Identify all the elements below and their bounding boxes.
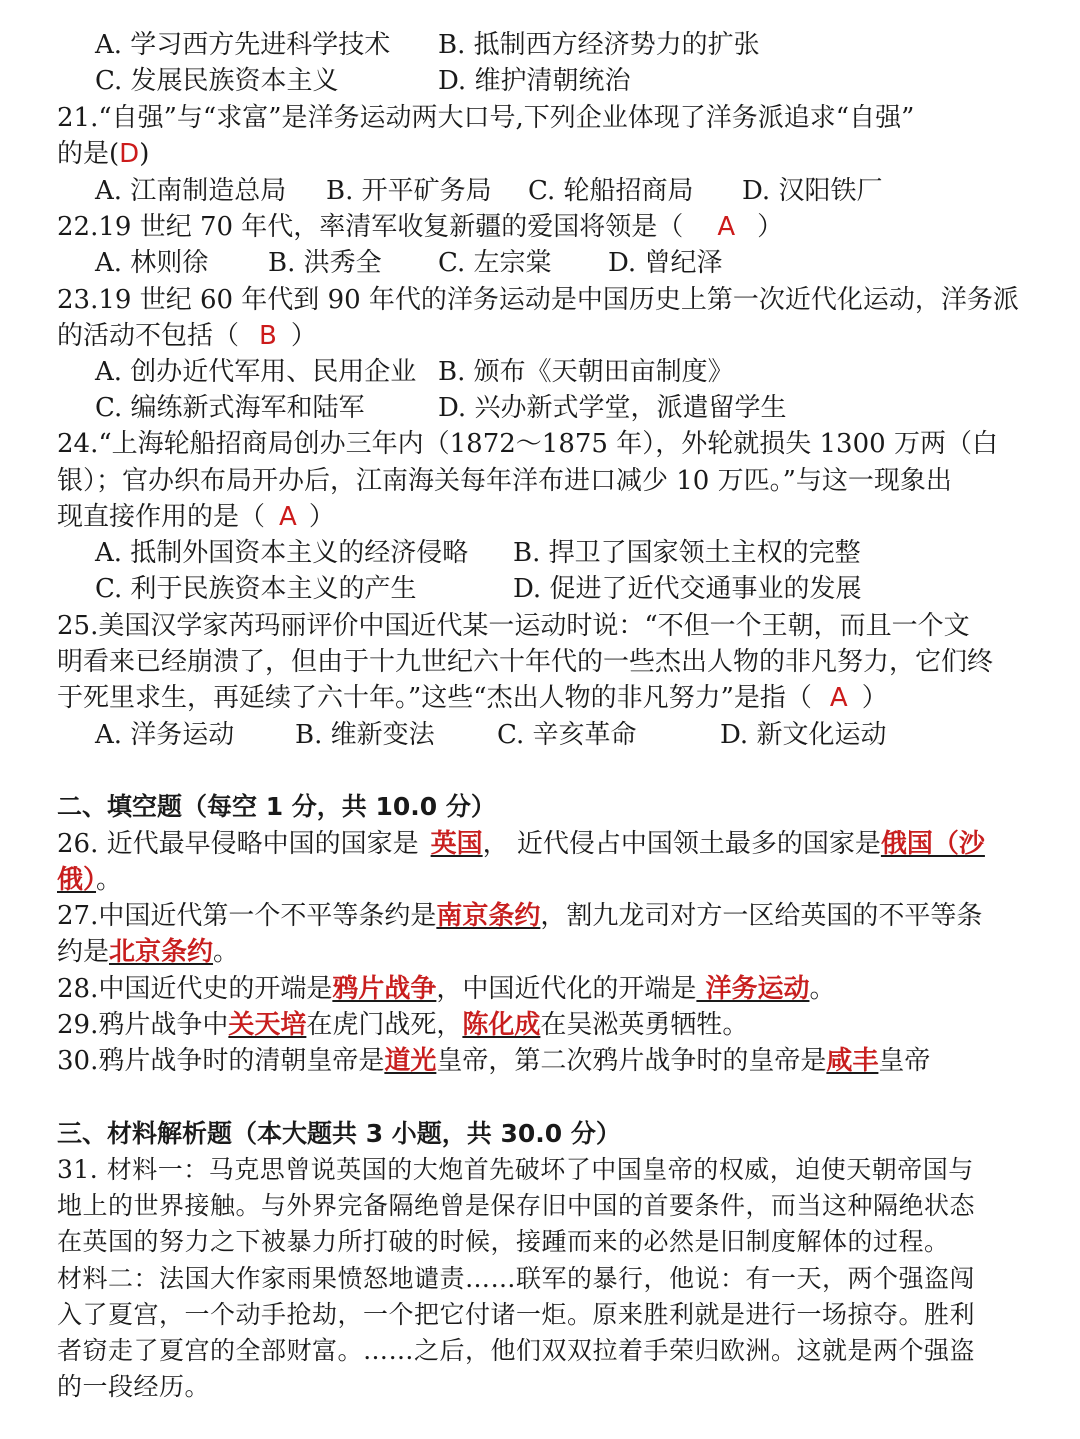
q22-option-b: B. 洪秀全 [268,248,382,278]
q23-stem-line1: 23.19 世纪 60 年代到 90 年代的洋务运动是中国历史上第一次近代化运动，洋务派 [57,285,1019,315]
q25-option-b: B. 维新变法 [295,720,435,750]
q25-stem-line1: 25.美国汉学家芮玛丽评价中国近代某一运动时说：“不但一个王朝，而且一个文 [57,611,970,641]
q24-option-b: B. 捍卫了国家领土主权的完整 [513,538,861,568]
q20-option-c: C. 发展民族资本主义 [95,66,339,96]
q22-option-c: C. 左宗棠 [438,248,552,278]
q23-option-a: A. 创办近代军用、民用企业 [95,357,417,387]
q24-option-a: A. 抵制外国资本主义的经济侵略 [95,538,469,568]
q22-stem-line1: 22.19 世纪 70 年代，率清军收复新疆的爱国将领是（ A ） [57,212,784,242]
q28-fill-2: 洋务运动 [696,974,810,1004]
q26-line1: 26. 近代最早侵略中国的国家是 英国， 近代侵占中国领土最多的国家是俄国（沙 [57,829,985,859]
q23-option-b: B. 颁布《天朝田亩制度》 [438,357,734,387]
q25-option-a: A. 洋务运动 [95,720,235,750]
q29-fill-2: 陈化成 [462,1010,541,1040]
q30-fill-2: 咸丰 [826,1046,879,1076]
q21-stem-line2: 的是(D) [57,139,150,169]
q23-option-d: D. 兴办新式学堂，派遣留学生 [438,393,787,423]
q28-fill-1: 鸦片战争 [332,974,437,1004]
q29-fill-1: 关天培 [228,1010,307,1040]
q23-stem-line2: 的活动不包括（ B ） [57,321,317,351]
q23-option-c: C. 编练新式海军和陆军 [95,393,365,423]
q21-option-d: D. 汉阳铁厂 [742,176,883,206]
q27-fill-1: 南京条约 [436,901,541,931]
q23-answer: B [259,321,277,351]
q22-option-d: D. 曾纪泽 [608,248,723,278]
q24-option-c: C. 利于民族资本主义的产生 [95,574,417,604]
q31-material-line7: 的一段经历。 [57,1372,211,1401]
q25-answer: A [829,683,848,713]
section3-heading: 三、材料解析题（本大题共 3 小题，共 30.0 分） [57,1119,621,1148]
q24-option-d: D. 促进了近代交通事业的发展 [513,574,862,604]
q31-material-line4: 材料二：法国大作家雨果愤怒地谴责……联军的暴行，他说：有一天，两个强盗闯 [57,1264,976,1293]
q21-option-a: A. 江南制造总局 [95,176,287,206]
section2-heading: 二、填空题（每空 1 分，共 10.0 分） [57,792,496,821]
q24-stem-line2: 银）；官办织布局开办后，江南海关每年洋布进口减少 10 万匹。”与这一现象出 [57,466,952,496]
q20-option-d: D. 维护清朝统治 [438,66,631,96]
q25-stem-line3: 于死里求生，再延续了六十年。”这些“杰出人物的非凡努力”是指（ A ） [57,683,888,713]
q28-line: 28.中国近代史的开端是鸦片战争，中国近代化的开端是 洋务运动。 [57,974,836,1004]
q27-line1: 27.中国近代第一个不平等条约是南京条约，割九龙司对方一区给英国的不平等条 [57,901,983,931]
q25-option-d: D. 新文化运动 [720,720,887,750]
q31-material-line3: 在英国的努力之下被暴力所打破的时候，接踵而来的必然是旧制度解体的过程。 [57,1227,950,1256]
q26-line2: 俄）。 [57,865,123,895]
q30-fill-1: 道光 [384,1046,437,1076]
q25-stem-line2: 明看来已经崩溃了，但由于十九世纪六十年代的一些杰出人物的非凡努力，它们终 [57,647,994,677]
q21-option-b: B. 开平矿务局 [326,176,492,206]
q26-fill-1: 英国 [430,829,483,859]
q27-line2: 约是北京条约。 [57,937,240,967]
q27-fill-2: 北京条约 [109,937,214,967]
q31-material-line1: 31. 材料一：马克思曾说英国的大炮首先破坏了中国皇帝的权威，迫使天朝帝国与 [57,1155,974,1184]
q25-option-c: C. 辛亥革命 [497,720,637,750]
q22-option-a: A. 林则徐 [95,248,209,278]
q31-material-line6: 者窃走了夏宫的全部财富。……之后，他们双双拉着手荣归欧洲。这就是两个强盗 [57,1336,976,1365]
q20-option-b: B. 抵制西方经济势力的扩张 [438,30,760,60]
q21-answer: D [119,139,140,169]
q24-stem-line1: 24.“上海轮船招商局创办三年内（1872～1875 年），外轮就损失 1300 万两（白 [57,429,998,459]
q24-answer: A [279,502,297,532]
q26-fill-2b: 俄） [57,865,97,895]
q21-option-c: C. 轮船招商局 [528,176,694,206]
q26-fill-2a: 俄国（沙 [880,829,985,859]
q29-line: 29.鸦片战争中关天培在虎门战死，陈化成在吴淞英勇牺牲。 [57,1010,749,1040]
q22-answer: A [717,212,736,242]
q20-option-a: A. 学习西方先进科学技术 [95,30,391,60]
q30-line: 30.鸦片战争时的清朝皇帝是道光皇帝，第二次鸦片战争时的皇帝是咸丰皇帝 [57,1046,931,1076]
q31-material-line2: 地上的世界接触。与外界完备隔绝曾是保存旧中国的首要条件，而当这种隔绝状态 [57,1191,976,1220]
q24-stem-line3: 现直接作用的是（ A ） [57,502,335,532]
q31-material-line5: 入了夏宫，一个动手抢劫，一个把它付诸一炬。原来胜利就是进行一场掠夺。胜利 [57,1300,976,1329]
q21-stem-line1: 21.“自强”与“求富”是洋务运动两大口号,下列企业体现了洋务派追求“自强” [57,103,915,133]
